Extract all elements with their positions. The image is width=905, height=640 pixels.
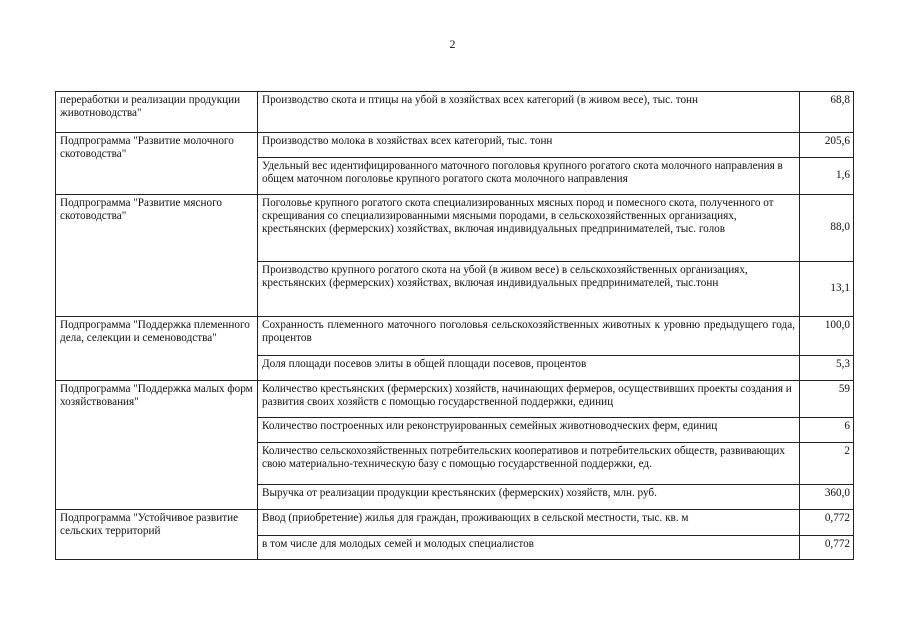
table-row	[56, 381, 854, 418]
indicator-text: Производство крупного рогатого скота на убой (в живом весе) в сельскохозяйственных организациях, крестьянских (фермерских) хозяйствах, включая индивидуальных предпринимателей, тыс.тонн	[258, 262, 800, 317]
program-name: Подпрограмма "Поддержка малых форм хозяйствования"	[56, 381, 258, 510]
indicator-value: 205,6	[800, 133, 854, 158]
table-row	[56, 92, 854, 133]
program-name: Подпрограмма "Развитие мясного скотоводства"	[56, 195, 258, 317]
indicator-text: Ввод (приобретение) жилья для граждан, проживающих в сельской местности, тыс. кв. м	[258, 510, 800, 536]
indicator-text: Поголовье крупного рогатого скота специализированных мясных пород и помесного скота, полученного от скрещивания со специализированными мясными породами, в сельскохозяйственных организациях, крестьянских (фермерских) хозяйствах, включая индивидуальных предпринимателей, тыс. голов	[258, 195, 800, 262]
indicator-value: 59	[800, 381, 854, 418]
page-number: 2	[449, 37, 456, 51]
indicator-text: Удельный вес идентифицированного маточного поголовья крупного рогатого скота молочного направления в общем маточном поголовье крупного рогатого скота молочного направления	[258, 158, 800, 195]
indicator-text: Количество сельскохозяйственных потребительских кооперативов и потребительских обществ, развивающих свою материально-техническую базу с помощью государственной поддержки, ед.	[258, 443, 800, 485]
program-name: Подпрограмма "Развитие молочного скотоводства"	[56, 133, 258, 195]
indicator-value: 2	[800, 443, 854, 485]
indicator-value: 1,6	[800, 158, 854, 195]
table-row	[56, 195, 854, 262]
table-row	[56, 510, 854, 536]
indicator-text: Производство молока в хозяйствах всех категорий, тыс. тонн	[258, 133, 800, 158]
indicator-value: 13,1	[800, 262, 854, 317]
indicator-value: 68,8	[800, 92, 854, 133]
indicator-text: Сохранность племенного маточного поголовья сельскохозяйственных животных к уровню предыдущего года, процентов	[258, 317, 800, 356]
indicator-text: в том числе для молодых семей и молодых специалистов	[258, 536, 800, 560]
indicator-text: Доля площади посевов элиты в общей площади посевов, процентов	[258, 356, 800, 381]
indicator-value: 0,772	[800, 536, 854, 560]
indicator-text: Производство скота и птицы на убой в хозяйствах всех категорий (в живом весе), тыс. тонн	[258, 92, 800, 133]
indicator-text: Выручка от реализации продукции крестьянских (фермерских) хозяйств, млн. руб.	[258, 485, 800, 510]
indicator-value: 0,772	[800, 510, 854, 536]
program-name: Подпрограмма "Устойчивое развитие сельских территорий	[56, 510, 258, 560]
indicator-value: 5,3	[800, 356, 854, 381]
indicator-value: 88,0	[800, 195, 854, 262]
indicators-table	[55, 91, 854, 560]
table-row	[56, 133, 854, 158]
indicator-text: Количество построенных или реконструированных семейных животноводческих ферм, единиц	[258, 418, 800, 443]
indicator-text: Количество крестьянских (фермерских) хозяйств, начинающих фермеров, осуществивших проекты создания и развития своих хозяйств с помощью государственной поддержки, единиц	[258, 381, 800, 418]
program-name: Подпрограмма "Поддержка племенного дела, селекции и семеноводства"	[56, 317, 258, 381]
indicator-value: 100,0	[800, 317, 854, 356]
indicator-value: 6	[800, 418, 854, 443]
program-name: переработки и реализации продукции животноводства"	[56, 92, 258, 133]
indicator-value: 360,0	[800, 485, 854, 510]
table-row	[56, 317, 854, 356]
